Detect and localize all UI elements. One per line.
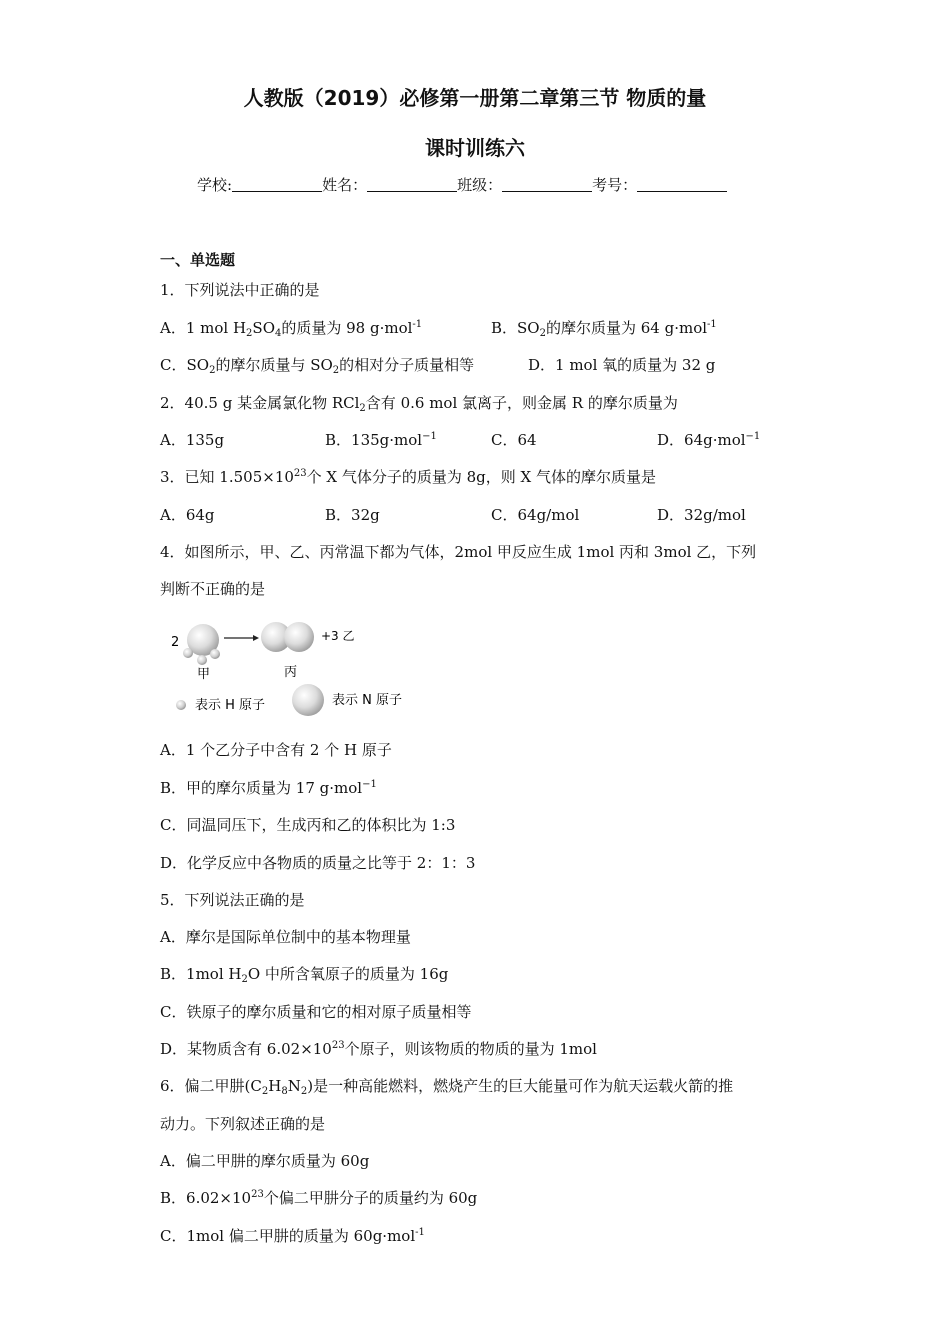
q2-option-a[interactable]: A．135g: [160, 431, 225, 449]
q4-stem-line2: 判断不正确的是: [160, 580, 266, 598]
product-label: +3 乙: [321, 629, 355, 643]
q3-option-c[interactable]: C．64g/mol: [491, 506, 580, 524]
q1-option-a[interactable]: A．1 mol $H_2SO_4$的质量为 98 g·mol$^{-1}$: [160, 319, 423, 339]
h-atom-icon: [183, 648, 193, 658]
school-label: 学校:: [197, 176, 233, 194]
q3-option-a[interactable]: A．64g: [160, 506, 215, 524]
h-atom-icon: [176, 700, 186, 710]
q1-option-d[interactable]: D．1 mol 氧的质量为 32 g: [528, 356, 716, 374]
page-subtitle: 课时训练六: [425, 136, 525, 160]
section-heading: 一、单选题: [160, 251, 236, 269]
class-blank[interactable]: [502, 177, 592, 192]
q6-option-a[interactable]: A．偏二甲肼的摩尔质量为 60g: [160, 1152, 370, 1170]
q1-stem: 1．下列说法中正确的是: [160, 281, 320, 299]
q6-stem-line2: 动力。下列叙述正确的是: [160, 1115, 326, 1133]
q1-option-c[interactable]: C．$SO_2$的摩尔质量与 $SO_2$的相对分子质量相等: [160, 356, 475, 376]
legend-h-label: 表示 H 原子: [195, 698, 266, 713]
name-blank[interactable]: [367, 177, 457, 192]
q2-option-b[interactable]: B．135g·mol$^{-1}$: [325, 431, 437, 449]
q4-option-a[interactable]: A．1 个乙分子中含有 2 个 H 原子: [160, 741, 392, 759]
q4-option-d[interactable]: D．化学反应中各物质的质量之比等于 2：1：3: [160, 854, 476, 872]
h-atom-icon: [210, 649, 220, 659]
reaction-diagram: [165, 618, 415, 723]
q1-option-b[interactable]: B．$SO_2$的摩尔质量为 64 g·mol$^{-1}$: [491, 319, 717, 339]
school-blank[interactable]: [232, 177, 322, 192]
q6-option-c[interactable]: C．1mol 偏二甲肼的质量为 60g·mol$^{-1}$: [160, 1227, 425, 1245]
student-info-row: [197, 175, 727, 195]
q4-option-b[interactable]: B．甲的摩尔质量为 17 g·mol$^{-1}$: [160, 779, 377, 797]
arrow-icon: [224, 635, 259, 641]
q3-option-d[interactable]: D．32g/mol: [657, 506, 746, 524]
class-label: 班级：: [457, 176, 503, 194]
q2-option-d[interactable]: D．64g·mol$^{-1}$: [657, 431, 761, 449]
bing-molecule: [261, 622, 314, 652]
jia-label: 甲: [197, 667, 211, 682]
q5-stem: 5．下列说法正确的是: [160, 891, 305, 909]
exam-number-label: 考号：: [592, 176, 638, 194]
jia-molecule: [183, 624, 220, 665]
exam-number-blank[interactable]: [637, 177, 727, 192]
q6-stem-line1: 6．偏二甲肼$(C_2H_8N_2)$是一种高能燃料，燃烧产生的巨大能量可作为航天运载火箭的推: [160, 1077, 734, 1097]
legend-n-label: 表示 N 原子: [332, 693, 402, 708]
n-atom-icon: [284, 622, 314, 652]
q3-option-b[interactable]: B．32g: [325, 506, 380, 524]
n-atom-icon: [292, 684, 324, 716]
h-atom-icon: [197, 655, 207, 665]
q5-option-c[interactable]: C．铁原子的摩尔质量和它的相对原子质量相等: [160, 1003, 472, 1021]
q2-stem: 2．40.5 g 某金属氯化物 RCl$_2$含有 0.6 mol 氯离子，则金属 R 的摩尔质量为: [160, 394, 678, 414]
q6-option-b[interactable]: B．$6.02\times 10^{23}$个偏二甲肼分子的质量约为 60g: [160, 1189, 478, 1207]
page-title: 人教版（2019）必修第一册第二章第三节 物质的量: [243, 86, 707, 110]
q5-option-d[interactable]: D．某物质含有 $6.02\times 10^{23}$个原子，则该物质的物质的量为 1mol: [160, 1040, 597, 1058]
q3-stem: 3．已知 $1.505\times 10^{23}$个 X 气体分子的质量为 8g，则 X 气体的摩尔质量是: [160, 468, 657, 486]
bing-label: 丙: [284, 665, 298, 680]
q2-option-c[interactable]: C．64: [491, 431, 537, 449]
q5-option-b[interactable]: B．1mol $H_2O$ 中所含氧原子的质量为 16g: [160, 965, 449, 985]
q4-option-c[interactable]: C．同温同压下，生成丙和乙的体积比为 1:3: [160, 816, 456, 834]
coefficient-label: 2: [171, 635, 180, 650]
name-label: 姓名：: [322, 176, 368, 194]
q4-stem-line1: 4．如图所示，甲、乙、丙常温下都为气体，2mol 甲反应生成 1mol 丙和 3mol 乙，下列: [160, 543, 757, 561]
q5-option-a[interactable]: A．摩尔是国际单位制中的基本物理量: [160, 928, 411, 946]
